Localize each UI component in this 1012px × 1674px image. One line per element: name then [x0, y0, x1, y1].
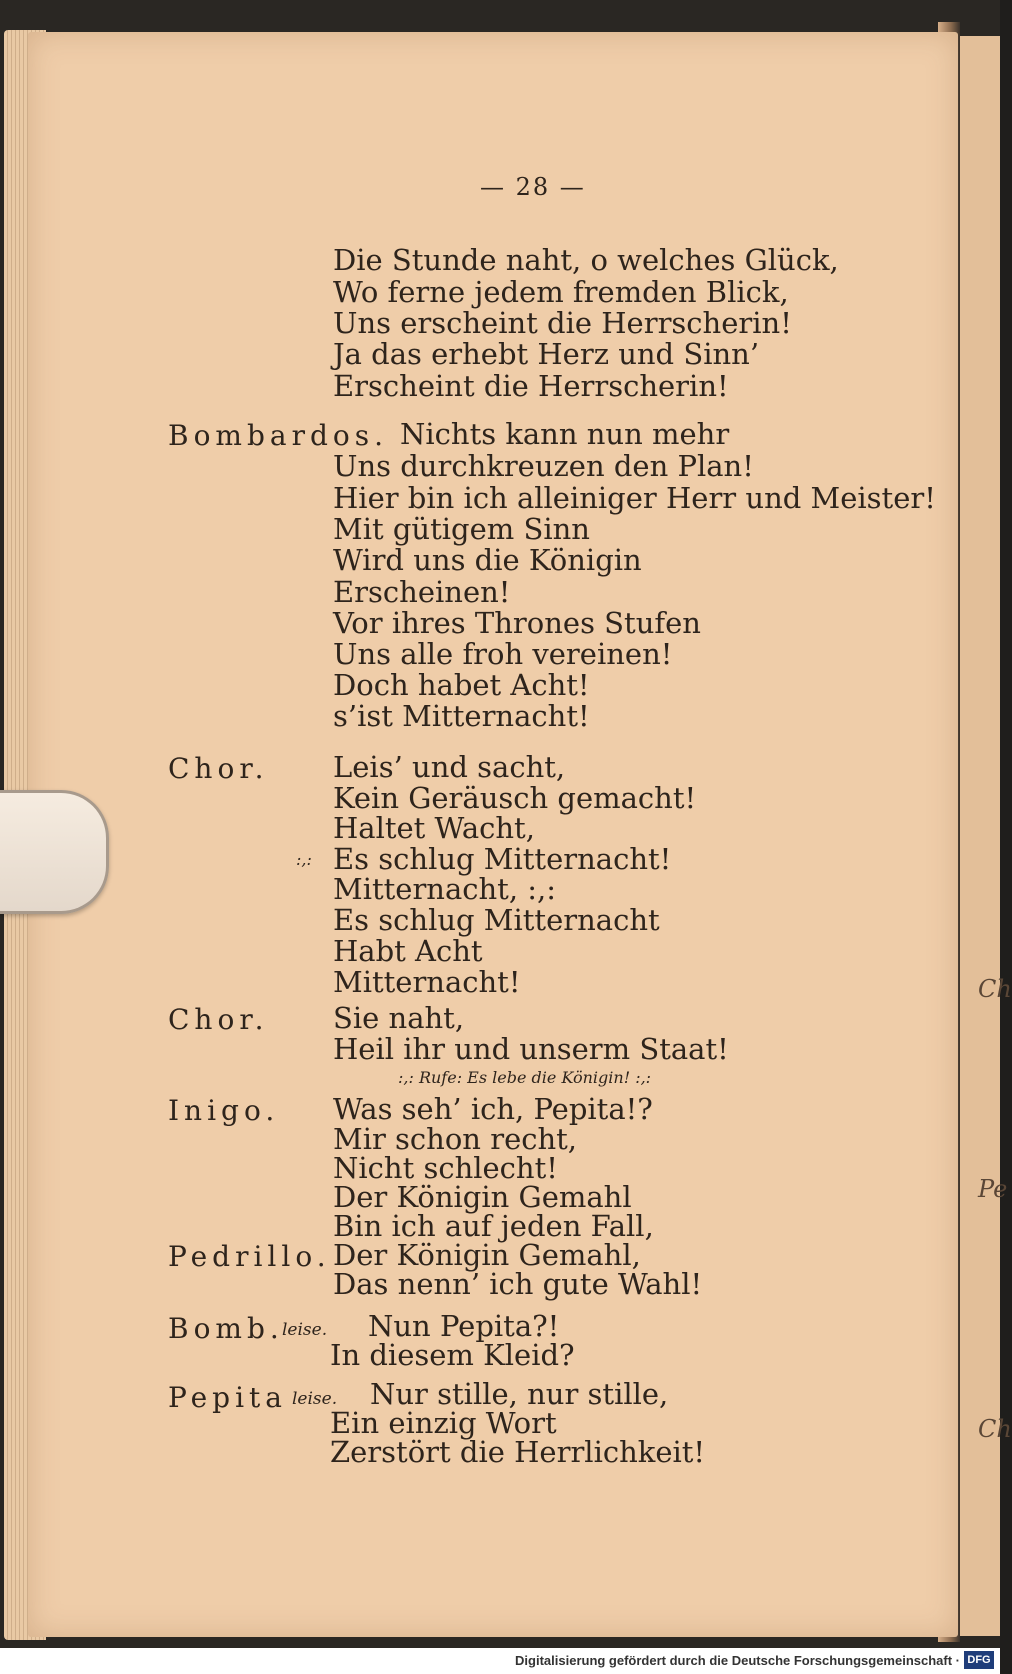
verse-line: Zerstört die Herrlichkeit!: [330, 1435, 706, 1469]
verse-line: Haltet Wacht,: [333, 811, 535, 845]
footer-credit: Digitalisierung gefördert durch die Deutsche Forschungsgemeinschaft ·: [515, 1653, 960, 1668]
verse-line: Was seh’ ich, Pepita!?: [333, 1092, 653, 1126]
verse-line: Uns erscheint die Herrscherin!: [333, 306, 792, 340]
verse-line: Nur stille, nur stille,: [370, 1377, 669, 1411]
repeat-mark: :,:: [296, 850, 312, 869]
verse-line: Uns alle froh vereinen!: [333, 637, 673, 671]
verse-line: Das nenn’ ich gute Wahl!: [333, 1267, 703, 1301]
dfg-logo: DFG: [964, 1651, 994, 1669]
verse-line: Der Königin Gemahl,: [333, 1238, 641, 1272]
verse-line: Der Königin Gemahl: [333, 1180, 632, 1214]
verse-line: Erscheint die Herrscherin!: [333, 369, 729, 403]
verse-line: Erscheinen!: [333, 575, 511, 609]
verse-line: Uns durchkreuzen den Plan!: [333, 449, 754, 483]
speaker-name: Bomb.: [168, 1312, 284, 1345]
speaker-name: Pedrillo.: [168, 1240, 331, 1273]
verse-line: Wo ferne jedem fremden Blick,: [333, 275, 789, 309]
verse-line: Hier bin ich alleiniger Herr und Meister!: [333, 481, 936, 515]
verse-line: Wird uns die Königin: [333, 543, 642, 577]
verse-line: Nicht schlecht!: [333, 1151, 558, 1185]
verse-line: Leis’ und sacht,: [333, 750, 566, 784]
bookmark-tab: [0, 790, 109, 914]
facing-page: [958, 36, 1000, 1636]
verse-line: In diesem Kleid?: [330, 1338, 575, 1372]
verse-line: Die Stunde naht, o welches Glück,: [333, 243, 839, 277]
footer-bar: [0, 1648, 1000, 1674]
verse-line: Ein einzig Wort: [330, 1406, 557, 1440]
verse-line: Nun Pepita?!: [368, 1309, 560, 1343]
page-number: — 28 —: [480, 173, 586, 201]
verse-line: Mir schon recht,: [333, 1122, 578, 1156]
verse-line: Doch habet Acht!: [333, 668, 590, 702]
verse-line: Nichts kann nun mehr: [400, 417, 730, 451]
speaker-name: Chor.: [168, 752, 269, 785]
verse-line: Vor ihres Thrones Stufen: [333, 606, 701, 640]
verse-line: Heil ihr und unserm Staat!: [333, 1032, 729, 1066]
verse-line: Mitternacht!: [333, 965, 521, 999]
verse-line: Ja das erhebt Herz und Sinn’: [333, 337, 760, 371]
facing-page-fragment: Ch: [978, 1415, 1012, 1443]
verse-line: Kein Geräusch gemacht!: [333, 781, 697, 815]
verse-line: Habt Acht: [333, 934, 483, 968]
verse-line: Mitternacht, :,:: [333, 872, 557, 906]
verse-line: Bin ich auf jeden Fall,: [333, 1209, 654, 1243]
facing-page-fragment: Ch: [978, 975, 1012, 1003]
facing-page-fragment: Pe: [978, 1175, 1008, 1203]
verse-line: Es schlug Mitternacht: [333, 903, 660, 937]
verse-line: Es schlug Mitternacht!: [333, 842, 672, 876]
verse-line: s’ist Mitternacht!: [333, 699, 590, 733]
stage-direction: :,: Rufe: Es lebe die Königin! :,:: [398, 1068, 652, 1087]
speaker-name: Chor.: [168, 1003, 269, 1036]
speaker-name: Pepita: [168, 1381, 287, 1414]
verse-line: Mit gütigem Sinn: [333, 512, 590, 546]
stage-direction: leise.: [282, 1320, 328, 1340]
speaker-name: Inigo.: [168, 1094, 280, 1127]
speaker-name: Bombardos.: [168, 419, 389, 452]
stage-direction: leise.: [292, 1389, 338, 1409]
verse-line: Sie naht,: [333, 1001, 465, 1035]
